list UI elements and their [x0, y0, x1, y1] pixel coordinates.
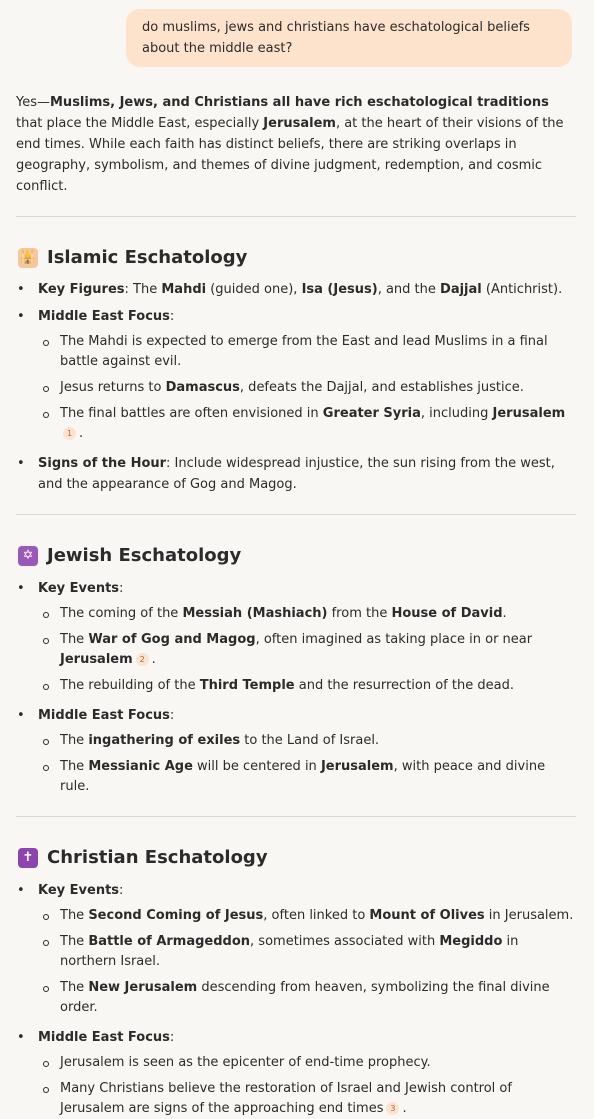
sub-list-item [38, 978, 576, 1018]
section-title-text: Jewish Eschatology [47, 545, 242, 566]
sub-list-item [38, 676, 576, 696]
intro-paragraph [16, 92, 576, 197]
sub-list-item-bold: Second Coming of Jesus [88, 908, 264, 923]
sub-list-item-text: in northern Israel. [60, 934, 519, 969]
sub-list-item-text: Jerusalem is seen as the epicenter of end-time prophecy. [60, 1055, 431, 1070]
section-title-text: Christian Eschatology [47, 847, 268, 868]
christian-list [16, 880, 576, 1119]
sub-list-item-bold: ingathering of exiles [88, 733, 241, 748]
sub-list-item-bold: Third Temple [199, 678, 295, 693]
sub-list-item-bold: Jerusalem [492, 406, 566, 421]
list-item-text: : [169, 1030, 175, 1045]
citation-badge[interactable]: 1 [63, 427, 76, 440]
sub-list-item [38, 630, 576, 670]
sub-list-item-text: Jesus returns to [60, 380, 166, 395]
sub-list-item-text: . [79, 426, 84, 441]
sub-list-item-text: The [60, 632, 89, 647]
list-item [16, 279, 576, 300]
sub-list-item [38, 932, 576, 972]
section-divider [16, 816, 576, 817]
list-item-bold: Mahdi [161, 282, 207, 297]
section-divider [16, 216, 576, 217]
intro-bold: Muslims, Jews, and Christians all have rich eschatological traditions [50, 95, 549, 110]
sub-list [38, 332, 576, 444]
sub-list [38, 731, 576, 797]
section-title-christian [16, 846, 576, 870]
sub-list-item-text: , with peace and divine rule. [60, 759, 546, 794]
sub-list-item-bold: Battle of Armageddon [88, 934, 251, 949]
sub-list-item [38, 731, 576, 751]
list-item-label: Key Figures [38, 282, 125, 297]
list-item-text: (Antichrist). [481, 282, 563, 297]
list-item [16, 578, 576, 696]
sub-list-item-text: to the Land of Israel. [240, 733, 380, 748]
list-item-text: : [119, 581, 124, 596]
list-item [16, 880, 576, 1018]
sub-list-item-text: , defeats the Dajjal, and establishes justice. [239, 380, 524, 395]
list-item [16, 306, 576, 444]
sub-list-item-text: The [60, 908, 89, 923]
section-title-text: Islamic Eschatology [47, 247, 248, 268]
sub-list-item-text: The [60, 934, 89, 949]
list-item [16, 453, 576, 495]
list-item-text: : [169, 309, 175, 324]
list-item-text: , and the [377, 282, 441, 297]
intro-text: , at the heart of their visions of the end times. While each faith has distinct beliefs, there are striking overlaps in geography, symbolism, and themes of divine judgment, redemption, and cosmic conflict. [16, 116, 564, 194]
sub-list-item-text: The [60, 733, 89, 748]
list-item-bold: Isa (Jesus) [301, 282, 378, 297]
list-item-label: Middle East Focus [38, 708, 170, 723]
sub-list-item-text: , including [420, 406, 493, 421]
sub-list-item-text: . [502, 606, 507, 621]
cross-icon: ✝ [18, 848, 38, 868]
star-of-david-icon: ✡ [18, 546, 38, 566]
list-item-text: : Include widespread injustice, the sun rising from the west, and the appearance of Gog and Magog. [38, 456, 555, 492]
sub-list-item-text: , often linked to [263, 908, 370, 923]
sub-list-item [38, 332, 576, 372]
sub-list-item-text: The Mahdi is expected to emerge from the East and lead Muslims in a final battle against evil. [60, 334, 548, 369]
list-item-label: Key Events [38, 581, 120, 596]
list-item-text: : The [124, 282, 162, 297]
sub-list-item-bold: War of Gog and Magog [88, 632, 256, 647]
intro-text: that place the Middle East, especially [16, 116, 264, 131]
section-title-islamic [16, 246, 576, 270]
sub-list-item-text: The [60, 759, 89, 774]
list-item-label: Middle East Focus [38, 1030, 170, 1045]
section-title-jewish [16, 544, 576, 568]
sub-list-item-text: in Jerusalem. [484, 908, 574, 923]
intro-text: Yes— [16, 95, 50, 110]
sub-list-item-text: , often imagined as taking place in or near [255, 632, 533, 647]
user-message-bubble [126, 9, 572, 67]
sub-list-item-text: . [151, 652, 156, 667]
sub-list-item-text: from the [327, 606, 392, 621]
list-item-label: Signs of the Hour [38, 456, 167, 471]
citation-badge[interactable]: 3 [386, 1102, 399, 1115]
list-item-text: : [169, 708, 175, 723]
sub-list-item-text: and the resurrection of the dead. [294, 678, 514, 693]
sub-list-item-bold: Messianic Age [88, 759, 193, 774]
list-item-text: : [119, 883, 124, 898]
sub-list-item [38, 1053, 576, 1073]
sub-list-item-bold: Megiddo [439, 934, 503, 949]
sub-list-item-bold: Greater Syria [322, 406, 421, 421]
list-item-label: Middle East Focus [38, 309, 170, 324]
sub-list-item-bold: Jerusalem [60, 652, 133, 667]
sub-list-item [38, 404, 576, 444]
sub-list-item-text: The final battles are often envisioned in [60, 406, 323, 421]
list-item-bold: Dajjal [440, 282, 482, 297]
sub-list-item-bold: Jerusalem [320, 759, 394, 774]
sub-list-item [38, 604, 576, 624]
list-item [16, 705, 576, 797]
sub-list-item-text: . [402, 1101, 407, 1116]
sub-list-item [38, 906, 576, 926]
sub-list-item-bold: Messiah (Mashiach) [182, 606, 328, 621]
sub-list-item-text: will be centered in [192, 759, 321, 774]
sub-list-item-text: The [60, 980, 89, 995]
user-message-text: do muslims, jews and christians have eschatological beliefs about the middle east? [142, 20, 530, 56]
sub-list-item-text: Many Christians believe the restoration of Israel and Jewish control of Jerusalem are signs of the approaching end times [60, 1081, 512, 1116]
section-divider [16, 514, 576, 515]
sub-list [38, 906, 576, 1018]
sub-list-item-bold: Mount of Olives [369, 908, 485, 923]
sub-list-item-bold: New Jerusalem [88, 980, 198, 995]
citation-badge[interactable]: 2 [136, 653, 149, 666]
sub-list [38, 1053, 576, 1119]
list-item [16, 1027, 576, 1119]
sub-list-item [38, 1079, 576, 1119]
sub-list-item-text: The rebuilding of the [60, 678, 200, 693]
sub-list [38, 604, 576, 696]
sub-list-item-text: , sometimes associated with [250, 934, 440, 949]
sub-list-item-bold: House of David [391, 606, 503, 621]
islamic-list [16, 279, 576, 495]
list-item-label: Key Events [38, 883, 120, 898]
sub-list-item-bold: Damascus [165, 380, 240, 395]
sub-list-item-text: descending from heaven, symbolizing the final divine order. [60, 980, 550, 1015]
sub-list-item [38, 757, 576, 797]
sub-list-item-text: The coming of the [60, 606, 183, 621]
sub-list-item [38, 378, 576, 398]
list-item-text: (guided one), [206, 282, 302, 297]
assistant-response [16, 92, 576, 1119]
intro-bold: Jerusalem [263, 116, 336, 131]
jewish-list [16, 578, 576, 797]
mosque-icon: 🕌 [18, 248, 38, 268]
